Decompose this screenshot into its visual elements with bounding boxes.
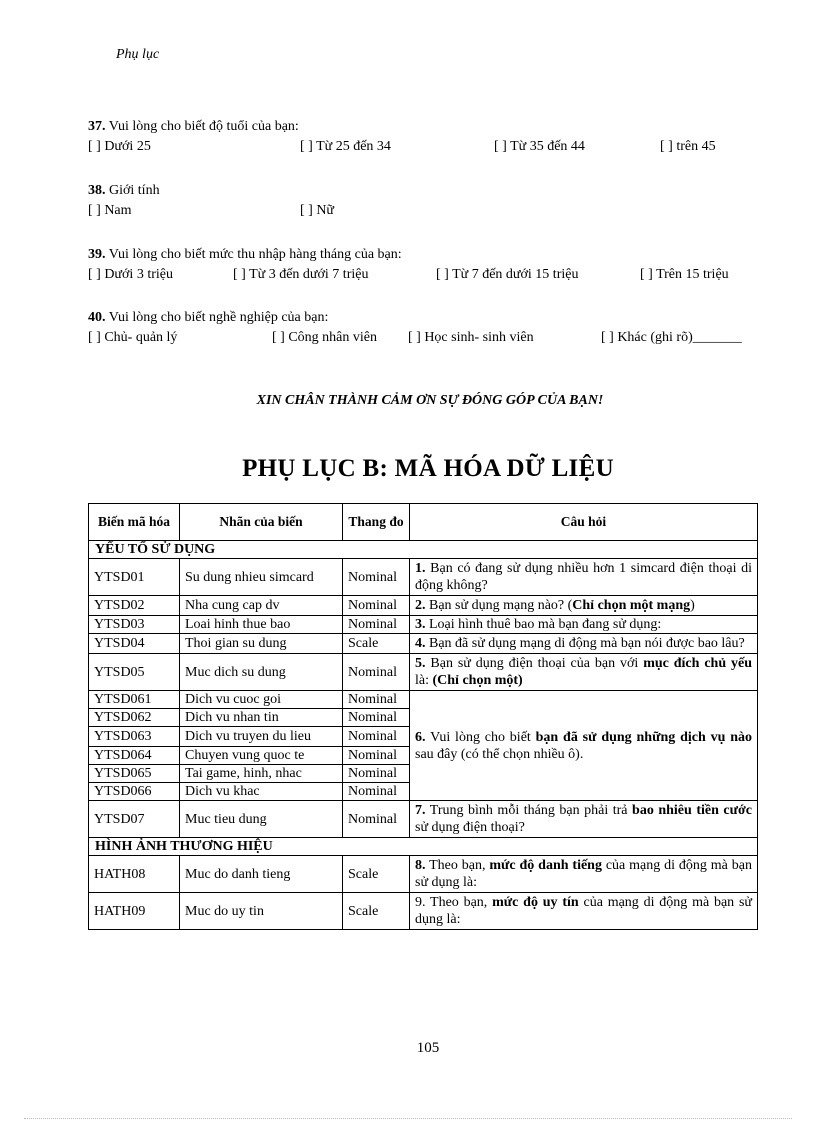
variable-code: YTSD01 (89, 559, 180, 596)
option[interactable]: [ ] Nam (88, 203, 132, 218)
variable-scale: Nominal (343, 727, 410, 747)
option[interactable]: [ ] Nữ (300, 203, 335, 218)
table-row (89, 691, 758, 709)
footer-divider (24, 1118, 792, 1119)
variable-scale: Nominal (343, 616, 410, 634)
variable-code: YTSD04 (89, 634, 180, 654)
header-question: Câu hỏi (410, 504, 758, 541)
variable-label: Su dung nhieu simcard (180, 559, 343, 596)
question-number: 39. (88, 247, 106, 262)
option[interactable]: [ ] Từ 35 đến 44 (494, 139, 585, 154)
variable-code: YTSD03 (89, 616, 180, 634)
page-number: 105 (416, 1040, 440, 1056)
variable-label: Dich vu truyen du lieu (180, 727, 343, 747)
question-cell: 1. Bạn có đang sử dụng nhiều hơn 1 simcard điện thoại di động không? (410, 559, 758, 596)
variable-scale: Scale (343, 856, 410, 893)
question-cell: 5. Bạn sử dụng điện thoại của bạn với mục đích chủ yếu là: (Chỉ chọn một) (410, 654, 758, 691)
variable-label: Dich vu khac (180, 783, 343, 801)
option[interactable]: [ ] Chủ- quản lý (88, 330, 178, 345)
question-cell: 9. Theo bạn, mức độ uy tín của mạng di động mà bạn sử dụng là: (410, 893, 758, 930)
variable-label: Nha cung cap dv (180, 596, 343, 616)
option[interactable]: [ ] Trên 15 triệu (640, 267, 729, 282)
variable-scale: Nominal (343, 747, 410, 765)
table-row (89, 893, 758, 930)
variable-scale: Nominal (343, 709, 410, 727)
variable-scale: Nominal (343, 559, 410, 596)
thank-you-note: XIN CHÂN THÀNH CẢM ƠN SỰ ĐÓNG GÓP CỦA BẠN! (256, 393, 604, 408)
variable-code: HATH09 (89, 893, 180, 930)
variable-label: Muc dich su dung (180, 654, 343, 691)
variable-scale: Scale (343, 893, 410, 930)
question-text: Vui lòng cho biết nghề nghiệp của bạn: (108, 310, 329, 325)
section-label: HÌNH ẢNH THƯƠNG HIỆU (89, 838, 758, 856)
question-38 (88, 181, 768, 221)
option[interactable]: [ ] Từ 3 đến dưới 7 triệu (233, 267, 369, 282)
variable-code: YTSD066 (89, 783, 180, 801)
variable-scale: Nominal (343, 801, 410, 838)
question-number: 40. (88, 310, 106, 325)
table-row (89, 559, 758, 596)
option[interactable]: [ ] Từ 7 đến dưới 15 triệu (436, 267, 579, 282)
variable-scale: Scale (343, 634, 410, 654)
header-code: Biến mã hóa (89, 504, 180, 541)
variable-scale: Nominal (343, 691, 410, 709)
variable-code: YTSD05 (89, 654, 180, 691)
option[interactable]: [ ] Dưới 3 triệu (88, 267, 173, 282)
variable-label: Chuyen vung quoc te (180, 747, 343, 765)
table-row (89, 654, 758, 691)
variable-scale: Nominal (343, 765, 410, 783)
table-row (89, 856, 758, 893)
variable-code: YTSD064 (89, 747, 180, 765)
table-row (89, 596, 758, 616)
variable-label: Thoi gian su dung (180, 634, 343, 654)
variable-scale: Nominal (343, 783, 410, 801)
question-cell: 8. Theo bạn, mức độ danh tiếng của mạng di động mà bạn sử dụng là: (410, 856, 758, 893)
question-number: 37. (88, 119, 106, 134)
page-header: Phụ lục (116, 47, 160, 62)
section-row (89, 838, 758, 856)
option[interactable]: [ ] Từ 25 đến 34 (300, 139, 391, 154)
variable-code: YTSD02 (89, 596, 180, 616)
option[interactable]: [ ] Học sinh- sinh viên (408, 330, 534, 345)
variable-code: YTSD063 (89, 727, 180, 747)
variable-label: Loai hinh thue bao (180, 616, 343, 634)
question-37 (88, 117, 768, 157)
variable-code: YTSD065 (89, 765, 180, 783)
variable-label: Muc tieu dung (180, 801, 343, 838)
variable-label: Dich vu cuoc goi (180, 691, 343, 709)
section-label: YẾU TỐ SỬ DỤNG (89, 541, 758, 559)
variable-code: YTSD061 (89, 691, 180, 709)
table-row (89, 801, 758, 838)
appendix-title: PHỤ LỤC B: MÃ HÓA DỮ LIỆU (242, 455, 614, 482)
question-cell: 2. Bạn sử dụng mạng nào? (Chỉ chọn một mạng) (410, 596, 758, 616)
question-text: Giới tính (109, 183, 160, 198)
variable-label: Muc do danh tieng (180, 856, 343, 893)
question-cell: 6. Vui lòng cho biết bạn đã sử dụng những dịch vụ nào sau đây (có thể chọn nhiều ô). (410, 691, 758, 801)
option[interactable]: [ ] Khác (ghi rõ)_______ (601, 330, 742, 345)
section-row (89, 541, 758, 559)
option[interactable]: [ ] trên 45 (660, 139, 716, 154)
question-text: Vui lòng cho biết mức thu nhập hàng tháng của bạn: (108, 247, 402, 262)
table-row (89, 616, 758, 634)
variable-scale: Nominal (343, 654, 410, 691)
variable-label: Dich vu nhan tin (180, 709, 343, 727)
question-cell: 4. Bạn đã sử dụng mạng di động mà bạn nói được bao lâu? (410, 634, 758, 654)
variable-code: YTSD062 (89, 709, 180, 727)
question-number: 38. (88, 183, 106, 198)
option[interactable]: [ ] Dưới 25 (88, 139, 151, 154)
header-label: Nhãn của biến (180, 504, 343, 541)
variable-label: Muc do uy tin (180, 893, 343, 930)
variable-scale: Nominal (343, 596, 410, 616)
variable-code: YTSD07 (89, 801, 180, 838)
question-cell: 3. Loại hình thuê bao mà bạn đang sử dụng: (410, 616, 758, 634)
option[interactable]: [ ] Công nhân viên (272, 330, 377, 345)
question-text: Vui lòng cho biết độ tuổi của bạn: (108, 119, 299, 134)
header-scale: Thang đo (343, 504, 410, 541)
variable-code: HATH08 (89, 856, 180, 893)
table-row (89, 634, 758, 654)
variable-label: Tai game, hinh, nhac (180, 765, 343, 783)
question-39 (88, 245, 768, 285)
question-40 (88, 308, 768, 348)
coding-table (88, 503, 758, 930)
table-header-row (89, 504, 758, 541)
question-cell: 7. Trung bình mỗi tháng bạn phải trả bao nhiêu tiền cước sử dụng điện thoại? (410, 801, 758, 838)
